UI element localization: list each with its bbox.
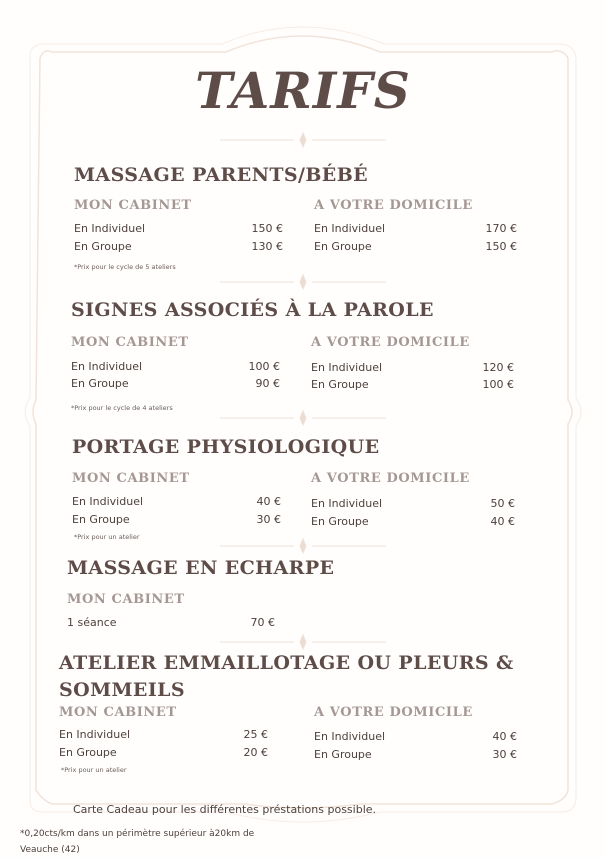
price-row-label: En Groupe: [71, 377, 129, 390]
price-row-label: En Individuel: [311, 361, 383, 374]
section-subheading-domicile: A VOTRE DOMICILE: [311, 335, 470, 350]
price-note: *Prix pour un atelier: [61, 766, 127, 774]
price-row-label: En Individuel: [59, 728, 131, 741]
section-heading-signes: SIGNES ASSOCIÉS À LA PAROLE: [71, 299, 434, 321]
price-row-label: En Individuel: [314, 730, 386, 743]
price-value: 100 €: [248, 360, 280, 373]
price-value: 150 €: [251, 222, 283, 235]
price-value: 50 €: [490, 497, 515, 510]
section-heading-atelier-line1: ATELIER EMMAILLOTAGE OU PLEURS &: [59, 652, 514, 674]
section-heading-atelier-line2: SOMMEILS: [59, 679, 185, 701]
section-heading-portage: PORTAGE PHYSIOLOGIQUE: [72, 436, 380, 458]
gift-card-note: Carte Cadeau pour les différentes préstations possible.: [73, 803, 377, 816]
section-subheading-cabinet: MON CABINET: [59, 705, 177, 720]
price-row-label: En Groupe: [72, 513, 130, 526]
section-subheading-domicile: A VOTRE DOMICILE: [314, 198, 473, 213]
price-value: 100 €: [482, 378, 514, 391]
price-value: 130 €: [251, 240, 283, 253]
section-subheading-cabinet: MON CABINET: [71, 335, 189, 350]
price-value: 170 €: [485, 222, 517, 235]
price-note: *Prix pour le cycle de 4 ateliers: [71, 404, 173, 412]
section-subheading-cabinet: MON CABINET: [67, 592, 185, 607]
price-value: 40 €: [492, 730, 517, 743]
section-heading-massage-parents-bebe: MASSAGE PARENTS/BÉBÉ: [74, 164, 369, 186]
price-row-label: En Individuel: [74, 222, 146, 235]
price-value: 70 €: [250, 616, 275, 629]
price-row-label: En Individuel: [72, 495, 144, 508]
price-row-label: En Groupe: [74, 240, 132, 253]
section-subheading-cabinet: MON CABINET: [74, 198, 192, 213]
price-row-label: En Groupe: [314, 748, 372, 761]
price-row-label: En Groupe: [59, 746, 117, 759]
price-value: 150 €: [485, 240, 517, 253]
price-value: 40 €: [490, 515, 515, 528]
page-title: TARIFS: [195, 61, 411, 120]
price-row-label: En Groupe: [311, 515, 369, 528]
price-value: 20 €: [243, 746, 268, 759]
price-value: 30 €: [492, 748, 517, 761]
section-heading-massage-echarpe: MASSAGE EN ECHARPE: [67, 557, 335, 579]
price-row-label: 1 séance: [67, 616, 117, 629]
section-subheading-domicile: A VOTRE DOMICILE: [314, 705, 473, 720]
price-row-label: En Groupe: [311, 378, 369, 391]
price-row-label: En Individuel: [71, 360, 143, 373]
price-value: 90 €: [255, 377, 280, 390]
price-value: 25 €: [243, 728, 268, 741]
price-note: *Prix pour le cycle de 5 ateliers: [74, 263, 176, 271]
travel-fee-note: *0,20cts/km dans un périmètre supérieur à20km de Veauche (42): [20, 829, 255, 855]
section-subheading-domicile: A VOTRE DOMICILE: [311, 471, 470, 486]
price-value: 30 €: [256, 513, 281, 526]
price-row-label: En Individuel: [314, 222, 386, 235]
price-row-label: En Individuel: [311, 497, 383, 510]
price-note: *Prix pour un atelier: [74, 533, 140, 541]
price-value: 40 €: [256, 495, 281, 508]
price-value: 120 €: [482, 361, 514, 374]
section-subheading-cabinet: MON CABINET: [72, 471, 190, 486]
price-row-label: En Groupe: [314, 240, 372, 253]
